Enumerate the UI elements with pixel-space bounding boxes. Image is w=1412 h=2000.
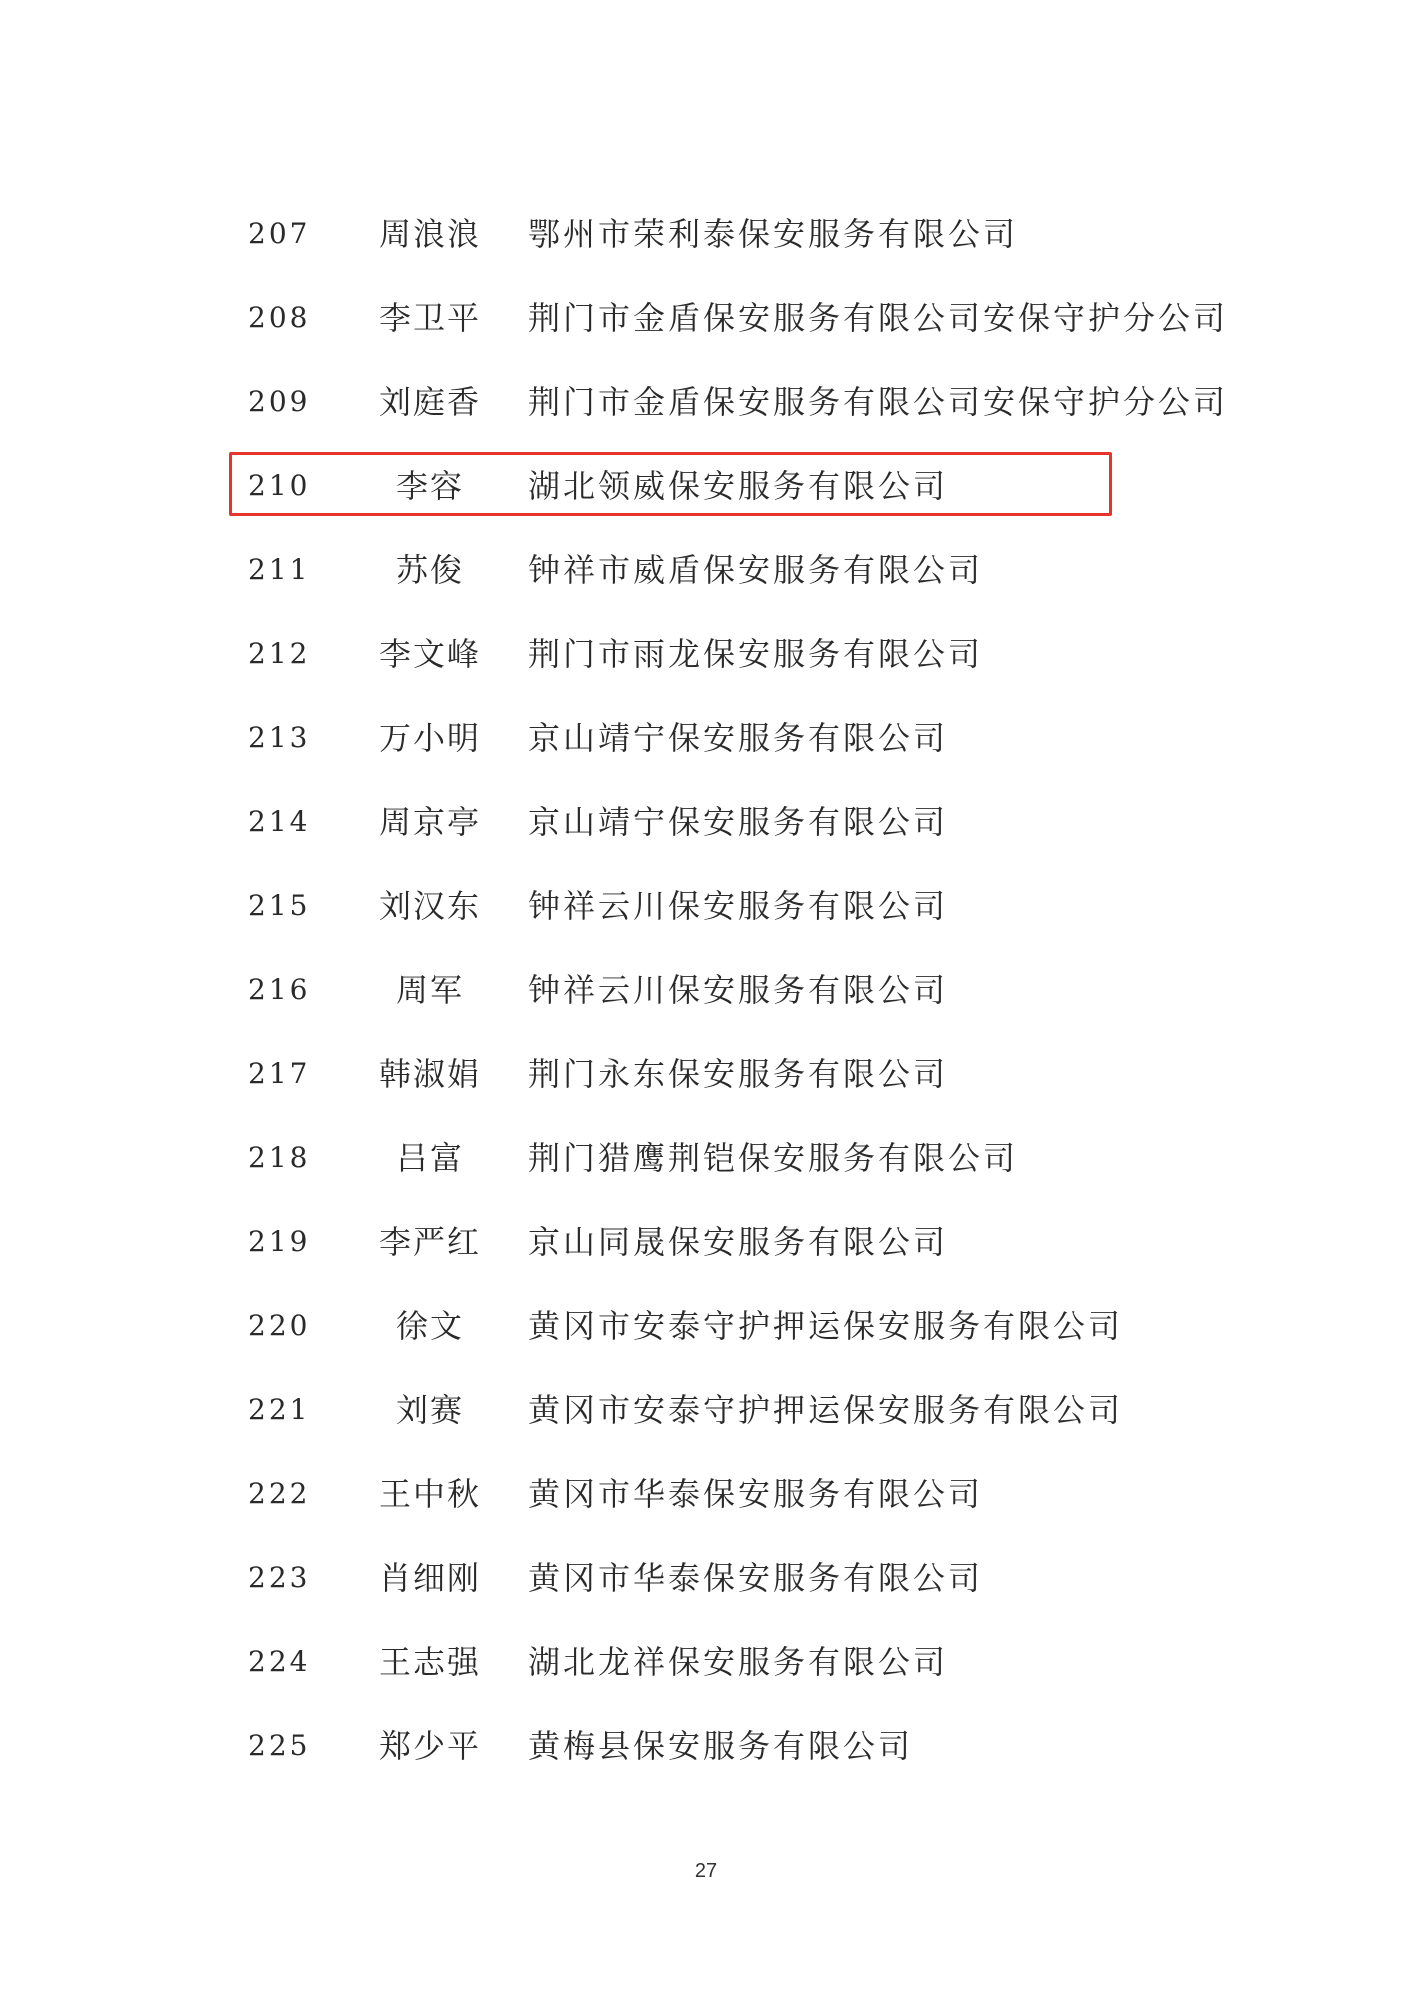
- company-name: 钟祥云川保安服务有限公司: [528, 887, 949, 925]
- list-row: [0, 708, 1412, 768]
- company-name: 湖北龙祥保安服务有限公司: [528, 1643, 949, 1681]
- list-row: [0, 1380, 1412, 1440]
- row-number: 222: [248, 1477, 311, 1510]
- row-number: 207: [248, 217, 311, 250]
- list-row: [0, 1464, 1412, 1524]
- row-number: 225: [248, 1729, 311, 1762]
- list-row: [0, 204, 1412, 264]
- person-name: 李文峰: [378, 635, 481, 673]
- company-name: 黄冈市华泰保安服务有限公司: [528, 1475, 984, 1513]
- list-row: [0, 624, 1412, 684]
- person-name: 肖细刚: [378, 1559, 481, 1597]
- row-number: 219: [248, 1225, 311, 1258]
- list-row: [0, 792, 1412, 852]
- person-name: 周军: [395, 971, 464, 1009]
- row-number: 211: [248, 553, 311, 586]
- person-name: 吕富: [395, 1139, 464, 1177]
- company-name: 黄梅县保安服务有限公司: [528, 1727, 914, 1765]
- row-number: 212: [248, 637, 311, 670]
- list-row: [0, 1632, 1412, 1692]
- company-name: 鄂州市荣利泰保安服务有限公司: [528, 215, 1019, 253]
- person-name: 周浪浪: [378, 215, 481, 253]
- company-name: 黄冈市华泰保安服务有限公司: [528, 1559, 984, 1597]
- list-row: [0, 1716, 1412, 1776]
- list-row: [0, 1296, 1412, 1356]
- company-name: 荆门猎鹰荆铠保安服务有限公司: [528, 1139, 1019, 1177]
- company-name: 黄冈市安泰守护押运保安服务有限公司: [528, 1391, 1124, 1429]
- list-row: [0, 1044, 1412, 1104]
- row-number: 215: [248, 889, 311, 922]
- person-name: 刘庭香: [378, 383, 481, 421]
- list-row: [0, 1128, 1412, 1188]
- list-row: [0, 1212, 1412, 1272]
- person-name: 徐文: [395, 1307, 464, 1345]
- company-name: 钟祥云川保安服务有限公司: [528, 971, 949, 1009]
- row-number: 218: [248, 1141, 311, 1174]
- person-name: 韩淑娟: [378, 1055, 481, 1093]
- company-name: 京山靖宁保安服务有限公司: [528, 719, 949, 757]
- company-name: 荆门市雨龙保安服务有限公司: [528, 635, 984, 673]
- company-name: 黄冈市安泰守护押运保安服务有限公司: [528, 1307, 1124, 1345]
- list-row: [0, 876, 1412, 936]
- list-row: [0, 1548, 1412, 1608]
- person-name: 郑少平: [378, 1727, 481, 1765]
- person-name: 李严红: [378, 1223, 481, 1261]
- row-number: 217: [248, 1057, 311, 1090]
- row-number: 214: [248, 805, 311, 838]
- person-name: 万小明: [378, 719, 481, 757]
- person-name: 苏俊: [395, 551, 464, 589]
- company-name: 京山靖宁保安服务有限公司: [528, 803, 949, 841]
- person-name: 李卫平: [378, 299, 481, 337]
- company-name: 钟祥市威盾保安服务有限公司: [528, 551, 984, 589]
- list-row: [0, 288, 1412, 348]
- person-name: 周京亭: [378, 803, 481, 841]
- row-number: 216: [248, 973, 311, 1006]
- company-name: 荆门永东保安服务有限公司: [528, 1055, 949, 1093]
- person-name: 刘赛: [395, 1391, 464, 1429]
- person-name: 李容: [395, 467, 464, 505]
- company-name: 湖北领威保安服务有限公司: [528, 467, 949, 505]
- row-number: 208: [248, 301, 311, 334]
- red-highlight-box: [229, 452, 1112, 516]
- company-name: 京山同晟保安服务有限公司: [528, 1223, 949, 1261]
- company-name: 荆门市金盾保安服务有限公司安保守护分公司: [528, 383, 1229, 421]
- row-number: 220: [248, 1309, 311, 1342]
- row-number: 221: [248, 1393, 311, 1426]
- list-row: [0, 372, 1412, 432]
- row-number: 223: [248, 1561, 311, 1594]
- person-name: 王中秋: [378, 1475, 481, 1513]
- list-row: [0, 960, 1412, 1020]
- person-name: 王志强: [378, 1643, 481, 1681]
- row-number: 210: [248, 469, 311, 502]
- list-row: [0, 540, 1412, 600]
- page-number: 27: [694, 1860, 718, 1882]
- row-number: 209: [248, 385, 311, 418]
- row-number: 213: [248, 721, 311, 754]
- person-name: 刘汉东: [378, 887, 481, 925]
- company-name: 荆门市金盾保安服务有限公司安保守护分公司: [528, 299, 1229, 337]
- row-number: 224: [248, 1645, 311, 1678]
